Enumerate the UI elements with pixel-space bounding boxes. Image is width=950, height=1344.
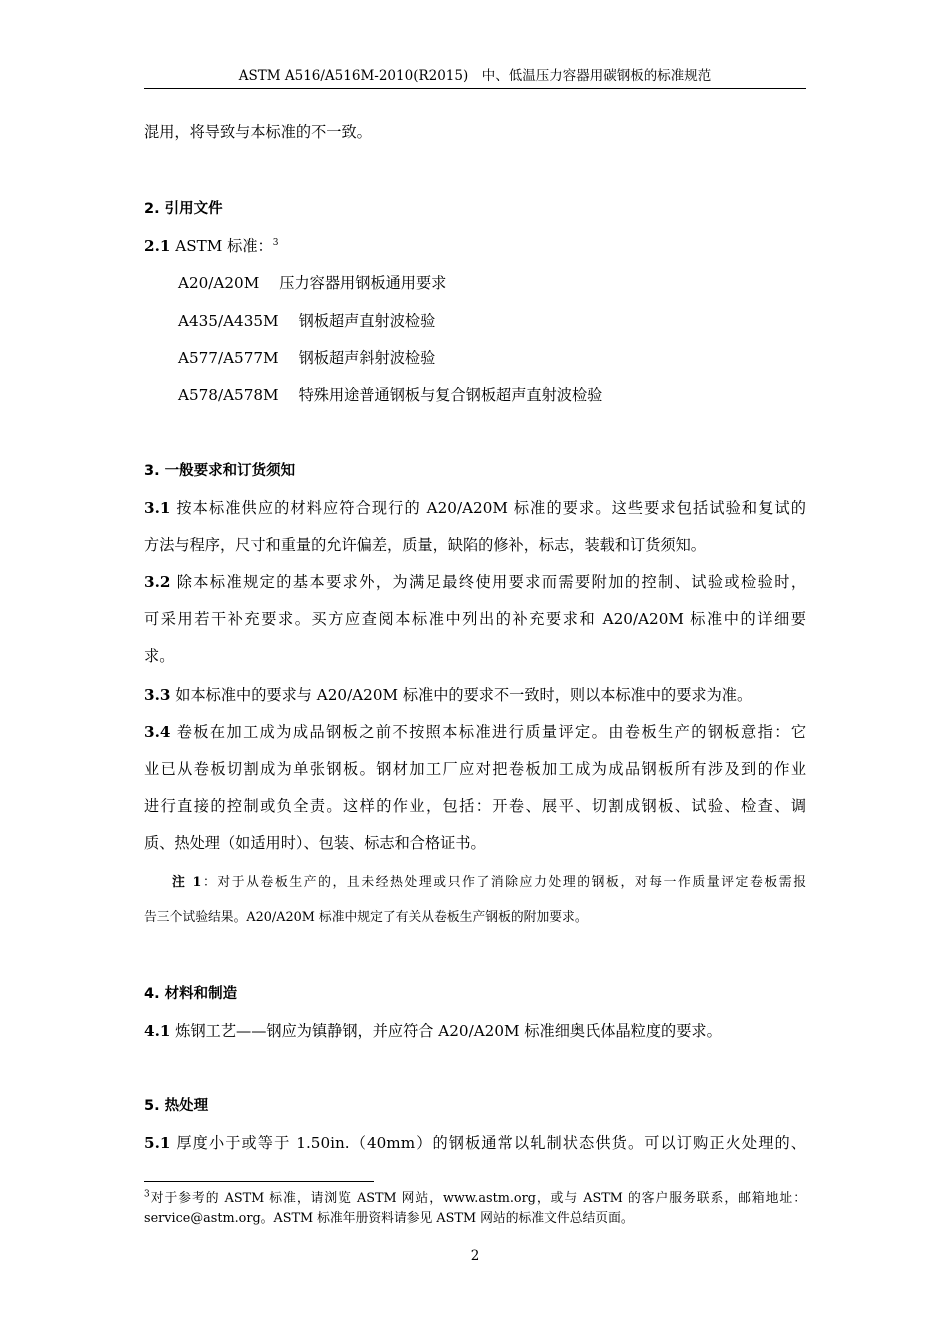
clause-text: 厚度小于或等于 1.50in.（40mm）的钢板通常以轧制状态供货。可以订购正火处理的、 (176, 1134, 806, 1152)
clause-text: 按本标准供应的材料应符合现行的 A20/A20M 标准的要求。这些要求包括试验和复试的 (176, 499, 806, 517)
reference-title: 钢板超声斜射波检验 (298, 349, 436, 367)
clause-text: 如本标准中的要求与 A20/A20M 标准中的要求不一致时，则以本标准中的要求为准。 (175, 686, 753, 704)
note-text: ：对于从卷板生产的，且未经热处理或只作了消除应力处理的钢板，对每一作质量评定卷板需报 (201, 875, 807, 890)
note-label: 注 1 (172, 875, 202, 890)
reference-title: 特殊用途普通钢板与复合钢板超声直射波检验 (298, 386, 603, 404)
section-4-heading: 4. 材料和制造 (144, 986, 238, 1002)
clause-3-2-line: 可采用若干补充要求。买方应查阅本标准中列出的补充要求和 A20/A20M 标准中的详细要 (144, 610, 806, 628)
clause-3-4-line: 质、热处理（如适用时）、包装、标志和合格证书。 (144, 834, 486, 852)
footnote-rule (144, 1181, 374, 1182)
clause-number: 5.1 (144, 1134, 171, 1152)
reference-code: A20/A20M (178, 274, 260, 292)
section-3-heading: 3. 一般要求和订货须知 (144, 463, 296, 479)
footnote-ref: 3 (272, 237, 279, 248)
clause-text: ASTM 标准： (170, 237, 273, 255)
clause-number: 3.3 (144, 686, 171, 704)
reference-item (178, 272, 446, 294)
clause-number: 4.1 (144, 1022, 171, 1040)
clause-3-4-line: 业已从卷板切割成为单张钢板。钢材加工厂应对把卷板加工成为成品钢板所有涉及到的作业 (144, 760, 806, 778)
clause-2-1 (144, 235, 278, 257)
reference-title: 压力容器用钢板通用要求 (279, 274, 447, 292)
reference-item (178, 310, 435, 332)
footnote-text: 对于参考的 ASTM 标准，请浏览 ASTM 网站，www.astm.org，或与 ASTM 的客户服务联系，邮箱地址： (149, 1191, 806, 1206)
page-number: 2 (470, 1248, 480, 1264)
clause-3-3-line (144, 684, 752, 706)
reference-code: A435/A435M (178, 312, 279, 330)
clause-3-4-line (144, 721, 806, 743)
running-header: ASTM A516/A516M-2010(R2015) 中、低温压力容器用碳钢板的标准规范 (238, 68, 712, 84)
clause-number: 3.1 (144, 499, 171, 517)
clause-3-2-line: 求。 (144, 647, 175, 665)
clause-text: 除本标准规定的基本要求外，为满足最终使用要求而需要附加的控制、试验或检验时， (176, 573, 807, 591)
clause-text: 卷板在加工成为成品钢板之前不按照本标准进行质量评定。由卷板生产的钢板意指：它 (176, 723, 807, 741)
clause-3-1-line (144, 497, 806, 519)
clause-number: 3.4 (144, 723, 171, 741)
reference-item (178, 347, 435, 369)
clause-5-1-line (144, 1132, 806, 1154)
footnote-line (144, 1190, 806, 1208)
note-1-line (172, 872, 806, 894)
clause-number: 2.1 (144, 237, 171, 255)
section-5-heading: 5. 热处理 (144, 1098, 209, 1114)
footnote-mark: 3 (144, 1189, 150, 1200)
continued-paragraph: 混用，将导致与本标准的不一致。 (144, 123, 372, 141)
clause-3-4-line: 进行直接的控制或负全责。这样的作业，包括：开卷、展平、切割成钢板、试验、检查、调 (144, 797, 806, 815)
footnote-line: service@astm.org。ASTM 标准年册资料请参见 ASTM 网站的标准文件总结页面。 (144, 1211, 634, 1226)
reference-code: A578/A578M (178, 386, 279, 404)
clause-3-1-line: 方法与程序，尺寸和重量的允许偏差，质量，缺陷的修补，标志，装载和订货须知。 (144, 536, 706, 554)
clause-text: 炼钢工艺——钢应为镇静钢，并应符合 A20/A20M 标准细奥氏体晶粒度的要求。 (175, 1022, 722, 1040)
note-1-line: 告三个试验结果。A20/A20M 标准中规定了有关从卷板生产钢板的附加要求。 (144, 910, 588, 925)
header-rule (144, 88, 806, 89)
clause-4-1-line (144, 1020, 722, 1042)
reference-title: 钢板超声直射波检验 (298, 312, 436, 330)
reference-item (178, 384, 602, 406)
reference-code: A577/A577M (178, 349, 279, 367)
clause-3-2-line (144, 571, 806, 593)
clause-number: 3.2 (144, 573, 171, 591)
section-2-heading: 2. 引用文件 (144, 201, 223, 217)
